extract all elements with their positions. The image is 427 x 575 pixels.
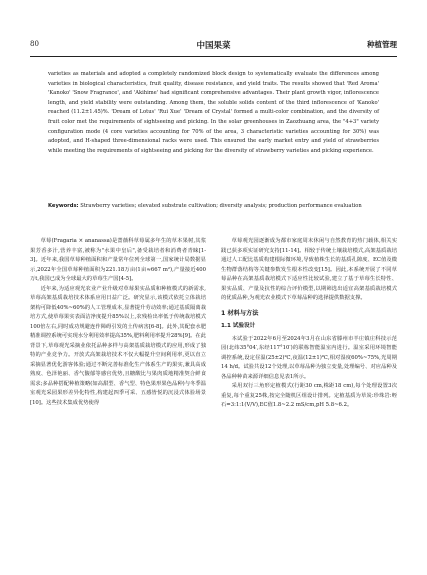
subsection-heading: 1.1 试验设计 <box>221 323 256 329</box>
keywords-text: Strawberry varieties; elevated substrate cultivation; diversity analysis; production performance evaluation <box>80 203 362 209</box>
intro-paragraph-3: 草莓观光园逐渐成为都市家庭周末休闲与自然教育的热门载体,相关实践已获多项实证研究支持[11-14]。相较于传统土壤栽培模式,高架基质栽培通过人工配比基质构建根际微环境,导致植株生长的基质孔隙度、EC值及微生物群落结构等关键参数发生根本性改变[15]。因此,本系统开展了不同草莓品种在高架基质栽培模式下适应性比较试验,建立了基于草莓生长特性、果实品质、产量及抗性的综合评价模型,以期筛选出适宜高架基质栽培模式的优质品种,为观光农业模式下草莓品种的选择提供数据支撑。 <box>221 238 397 301</box>
section-title: 种植管理 <box>367 40 397 49</box>
journal-title: 中国果菜 <box>196 41 231 51</box>
page-number: 80 <box>30 40 39 48</box>
keywords-label: Keywords: <box>48 203 79 209</box>
section-heading: 1 材料与方法 <box>221 309 259 317</box>
right-column <box>221 237 397 411</box>
english-abstract <box>48 70 379 156</box>
methods-paragraph-2: 采用双行三角形定植模式(行距30 cm,株距18 cm),每个处理设置3次重复,每个重复25株,按完全随机区组设计排列。定植基质为草炭:珍珠岩:蛭石=3:1:1(V/V),EC值1.8~2.2 mS/cm,pH 5.8~6.2。 <box>221 383 397 408</box>
methods-paragraph-1: 本试验于2022年6月至2024年3月在山东省滕州市羊庄镇庄科技示范园(北纬35°04′,东经117°10′)的联栋智能温室内进行。温室采用环境智能调控系统,设定昼温(25±2)℃,夜温(12±1)℃,相对湿度60%~75%,光周期14 h/d。试验共设12个处理,以草莓品种为独立变量,处理编号、对应品种及各品种种苗来源详细信息见表1所示。 <box>221 335 397 380</box>
intro-paragraph-2: 近年来,为适应观光农业产业升级对草莓果实品质和种植模式的新需求,草莓高架基质栽培技术体系应用日益广泛。研究显示,该模式依托立体栽培架构可降低40%~60%的人工管理成本,显著提升劳动效率;通过基质隔离栽培方式,使草莓果实表面洁净度提升85%以上,农残检出率低于传统栽培模式100倍左右,同时成功规避连作障碍引发的土传病害[6-8]。此外,其配套水肥精准调控系统可实现水分利用效率提高35%,肥料利用率提升28%[9]。在此背景下,草莓观光采摘业依托品种多样与高架基质栽培模式的应用,形成了独特的产业竞争力。开放式高架栽培技术不仅大幅提升空间利用率,更以直立采摘显著优化游客体验;通过不断完善标准化生产体系生产的果实,兼具高成熟度、色泽艳丽、香气馥郁等感官优势,且糖酸比与果肉质地精准契合鲜食需求;多品种搭配种植策略(如高甜型、香气型、特色果形果色品种)与冬季温室观光采园果形差异化特性,构建起四季可采、五感皆悦的沉浸式体验场景[10]。这些技术集成优势使得 <box>30 285 206 406</box>
intro-paragraph-1: 草莓(Fragaria × ananassa)是蔷薇科草莓属多年生的草本果树,其浆果芳香多汁,营养丰富,被称为"水果中皇后",备受栽培者和消费者青睐[1-3]。近年来,我国草莓种植面积和产量常年位列全球第一,国家统计局数据显示,2022年全国草莓种植面积为221.18万亩(1亩≈667 m²),产量接近400万t,我国已成为全球最大的草莓生产国[4-5]。 <box>30 238 206 282</box>
header-rule <box>30 56 397 57</box>
abstract-text: varieties as materials and adopted a completely randomized block design to systematically evaluate the differences among varieties in biological characteristics, fruit quality, disease resistance, and yield traits. The results showed that 'Red Aroma' 'Kanoko' 'Snow Fragrance', and 'Akihime' had significant comprehensive advantages. Their plant growth vigor, inflorescence length, and yield stability were outstanding. Among them, the soluble solids content of the third inflorescence of 'Kanoko' reached (11.2±1.45)%. 'Dream of Lotus' 'Rui Xue' 'Dream of Crystal' formed a multi-color combination, and the diversity of fruit color met the requirements of sightseeing and picking. In the solar greenhouses in Zaozhuang area, the "4+3" variety configuration mode (4 core varieties accounting for 70% of the area, 3 characteristic varieties accounting for 30%) was adopted, and H-shaped three-dimensional racks were used. This ensured the early market entry and yield of strawberries while meeting the requirements of sightseeing and picking for the diversity of strawberry varieties and picking experience. <box>48 71 379 154</box>
page-header <box>30 40 397 54</box>
left-column <box>30 237 206 408</box>
keywords <box>48 202 379 212</box>
